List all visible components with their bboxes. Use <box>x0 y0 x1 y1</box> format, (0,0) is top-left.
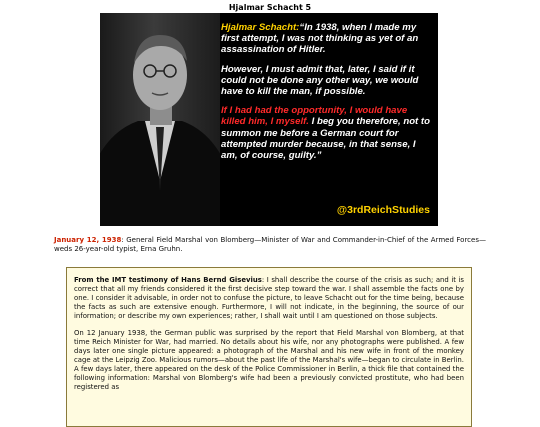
source-handle: @3rdReichStudies <box>336 204 430 216</box>
page-title: Hjalmar Schacht 5 <box>228 3 312 12</box>
quote-part-1: “In 1938, when I made my first attempt, I was not thinking as yet of an assassination of Hitler. <box>221 22 419 56</box>
quote-highlight: If I had had the opportunity, I would have killed him, I myself. <box>221 105 408 128</box>
quote-part-2: However, I must admit that, later, I said if it could not be done any other way, we would have to kill the man, if possible. <box>221 63 419 98</box>
testimony-lead: From the IMT testimony of Hans Bernd Gisevius <box>74 276 262 284</box>
portrait-figure <box>100 13 220 226</box>
date-entry <box>54 236 486 253</box>
quote-part-3: I beg you therefore, not to summon me before a German court for attempted murder because, in that sense, I am, of course, guilty.” <box>221 116 430 162</box>
quote-image <box>100 13 438 226</box>
testimony-paragraph-1 <box>74 276 464 321</box>
quote-text <box>221 22 433 161</box>
testimony-paragraph-2: On 12 January 1938, the German public was surprised by the report that Field Marshal von Blomberg, at that time Reich Minister for War, had married. No details about his wife, nor any photographs were published. A few days later one single picture appeared: a photograph of the Marshal and his new wife in front of the monkey cage at the Leipzig Zoo. Malicious rumors—about the past life of the Marshal's wife—began to circulate in Berlin. A few days later, there appeared on the desk of the Police Commissioner in Berlin, a thick file that contained the following information: Marshal von Blomberg's wife had been a previously convicted prostitute, who had been registered as <box>74 329 464 391</box>
entry-text: : General Field Marshal von Blomberg—Minister of War and Commander-in-Chief of the Armed Forces—weds 26-year-old typist, Erna Gruhn. <box>54 236 486 253</box>
quote-speaker: Hjalmar Schacht: <box>221 22 300 33</box>
testimony-text-1: : I shall describe the course of the crisis as such; and it is correct that all my friends considered it the first decisive step toward the war. I shall assemble the facts one by one. I consider it advisable, in order not to confuse the picture, to leave Schacht out for the time being, because the facts as such are extensive enough. Furthermore, I will not indicate, in the beginning, the source of our information; or describe my own experiences; rather, I shall wait until I am questioned on those subjects. <box>74 276 464 320</box>
portrait-photo <box>100 13 220 226</box>
testimony-box <box>66 267 472 427</box>
entry-date: January 12, 1938 <box>54 236 122 244</box>
